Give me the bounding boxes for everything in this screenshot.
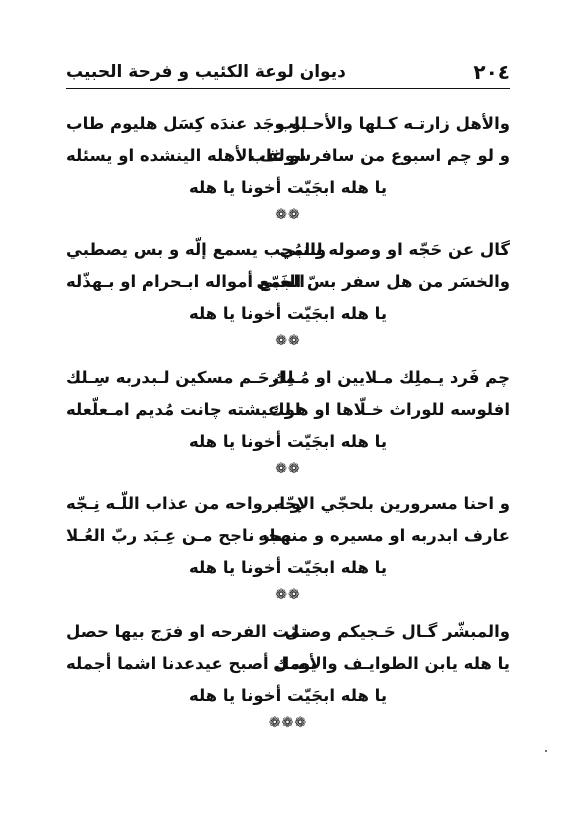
second-hemistich: مارحَـم مسكين لـبدربه سِـلك bbox=[66, 368, 296, 387]
verse bbox=[66, 520, 510, 552]
flower-ornament-icon: ❁❁❁ bbox=[268, 715, 308, 731]
scan-speck bbox=[545, 750, 547, 752]
second-hemistich: لو وجَد عندَه كِسَل هليوم طاب bbox=[66, 114, 307, 133]
first-hemistich: والأهل زارتـه كـلها والأحـباب bbox=[277, 114, 510, 133]
header-rule bbox=[66, 88, 510, 89]
refrain: يا هله ابجَيّت أخونا يا هله bbox=[188, 558, 388, 577]
first-hemistich: يا هله يابن الطوايـف والأصـل bbox=[273, 654, 510, 673]
flower-ornament-icon: ❁❁ bbox=[275, 461, 301, 477]
second-hemistich: او عيشته چانت مُديم امـعلّعله bbox=[66, 400, 301, 419]
first-hemistich: والمبشّر گـال حَـجيكم وصـل bbox=[284, 622, 510, 641]
second-hemistich: سولف الأهله الينشده او يسئله bbox=[66, 146, 312, 165]
verse bbox=[66, 234, 510, 266]
refrain: يا هله ابجَيّت أخونا يا هله bbox=[188, 432, 388, 451]
verse bbox=[66, 362, 510, 394]
flower-ornament-icon: ❁❁ bbox=[275, 333, 301, 349]
flower-ornament-icon: ❁❁ bbox=[275, 587, 301, 603]
first-hemistich: چم فَرد يـملِك مـلايين او مُـلِك bbox=[271, 368, 510, 387]
stanza-5 bbox=[66, 616, 510, 734]
verse bbox=[66, 394, 510, 426]
page-header bbox=[66, 58, 510, 86]
second-hemistich: والمُحِب يسمع إلّه و بس يصطبي bbox=[66, 240, 327, 259]
second-hemistich: الجمّع أمواله ابـحرام او بـهذّله bbox=[66, 272, 305, 291]
refrain: يا هله ابجَيّت أخونا يا هله bbox=[188, 304, 388, 323]
verse bbox=[66, 108, 510, 140]
second-hemistich: تمّت الفرحه او فرَج بيها حصل bbox=[66, 622, 308, 641]
refrain: يا هله ابجَيّت أخونا يا هله bbox=[188, 178, 388, 197]
first-hemistich: گال عن حَجّه او وصوله للنبي bbox=[279, 240, 510, 259]
stanza-3 bbox=[66, 362, 510, 480]
verse bbox=[66, 140, 510, 172]
first-hemistich: عارف ابدربه او مسيره و منهجه bbox=[258, 526, 510, 545]
first-hemistich: افلوسه للوراث خـلّاها او هـلك bbox=[269, 400, 510, 419]
flower-ornament-icon: ❁❁ bbox=[275, 207, 301, 223]
second-hemistich: و ابرواحه من عذاب اللّـه نِـجّه bbox=[66, 494, 301, 513]
verse bbox=[66, 266, 510, 298]
running-title: ديوان لوعة الكئيب و فرحة الحبيب bbox=[66, 62, 346, 82]
first-hemistich: و احنا مسرورين بلحجّي الإجّه bbox=[274, 494, 510, 513]
verse bbox=[66, 648, 510, 680]
stanza-1 bbox=[66, 108, 510, 226]
stanza-2 bbox=[66, 234, 510, 352]
first-hemistich: و لو چم اسبوع من سافر او غاب bbox=[249, 146, 510, 165]
verse bbox=[66, 488, 510, 520]
stanza-4 bbox=[66, 488, 510, 606]
page-number: ٢٠٤ bbox=[473, 60, 510, 84]
first-hemistich: والخسَر من هل سفر بسّ الغَبي bbox=[256, 272, 510, 291]
verse bbox=[66, 616, 510, 648]
second-hemistich: صار ناجح مـن عِـبَد ربّ العُـلا bbox=[66, 526, 292, 545]
second-hemistich: يومك أصبح عيدعدنا اشما أجمله bbox=[66, 654, 317, 673]
refrain: يا هله ابجَيّت أخونا يا هله bbox=[188, 686, 388, 705]
